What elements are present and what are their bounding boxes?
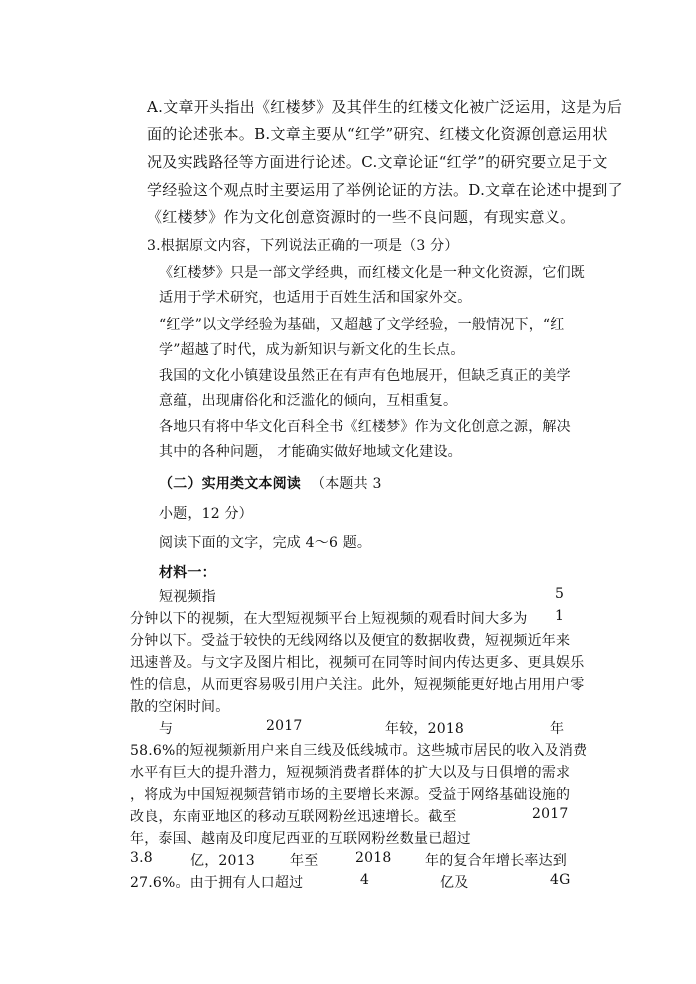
material-text-fragment: 4G — [550, 872, 571, 888]
material-text-line: 改良，东南亚地区的移动互联网粉丝迅速增长。截至 — [130, 809, 457, 825]
material-label: 材料一： — [159, 565, 216, 581]
material-text-line: ，将成为中国短视频营销市场的主要增长来源。受益于网络基础设施的 — [130, 787, 571, 803]
material-text-fragment: 27.6%。由于拥有人口超过 — [130, 875, 304, 891]
q3-option-line: 我国的文化小镇建设虽然正在有声有色地展开，但缺乏真正的美学 — [159, 368, 571, 384]
material-text-fragment: 2017 — [266, 718, 303, 734]
q3-option-line: “红学”以文学经验为基础，又超越了文学经验，一般情况下，“红 — [159, 317, 565, 333]
material-text-line: 58.6%的短视频新用户来自三线及低线城市。这些城市居民的收入及消费 — [130, 743, 588, 759]
section-heading-suffix: （本题共 3 — [311, 476, 382, 492]
material-text-line: 迅速普及。与文字及图片相比，视频可在同等时间内传达更多、更具娱乐 — [130, 655, 585, 671]
material-text-fragment: 年的复合年增长率达到 — [425, 853, 567, 869]
option-text-line: 《红楼梦》作为文化创意资源时的一些不良问题，有现实意义。 — [147, 208, 576, 226]
material-text-line: 水平有巨大的提升潜力，短视频消费者群体的扩大以及与日俱增的需求 — [130, 765, 571, 781]
material-text-line: 分钟以下。受益于较快的无线网络以及便宜的数据收费，短视频近年来 — [130, 633, 571, 649]
material-text-line: 性的信息，从而更容易吸引用户关注。此外，短视频能更好地占用用户零 — [130, 677, 585, 693]
option-text-line: 面的论述张本。B.文章主要从“红学”研究、红楼文化资源创意运用状 — [147, 125, 608, 143]
material-text-fragment: 4 — [360, 872, 370, 888]
material-text-fragment: 年 — [550, 721, 565, 737]
section-heading — [159, 473, 382, 493]
q3-option-line: 各地只有将中华文化百科全书《红楼梦》作为文化创意之源，解决 — [159, 419, 571, 435]
material-text-line: 散的空闲时间。 — [130, 699, 230, 715]
material-text-fragment: 2018 — [355, 850, 392, 866]
q3-option-line: 意蕴，出现庸俗化和泛滥化的倾向，互相重复。 — [159, 393, 458, 409]
material-text-line: 分钟以下的视频，在大型短视频平台上短视频的观看时间大多为 — [130, 611, 528, 627]
option-text-line: 况及实践路径等方面进行论述。C.文章论证“红学”的研究要立足于文 — [147, 153, 608, 171]
section-heading-title: （二）实用类文本阅读 — [159, 476, 301, 492]
q3-option-line: 其中的各种问题， 才能确实做好地域文化建设。 — [159, 444, 462, 460]
section-heading-line2: 小题，12 分） — [159, 506, 253, 522]
option-text-line: A.文章开头指出《红楼梦》及其伴生的红楼文化被广泛运用，这是为后 — [147, 98, 623, 116]
material-text-fragment: 1 — [555, 608, 565, 624]
q3-option-line: 适用于学术研究，也适用于百姓生活和国家外交。 — [159, 290, 472, 306]
material-text-fragment: 5 — [555, 586, 565, 602]
question-3-stem: 3.根据原文内容，下列说法正确的一项是（3 分） — [147, 238, 459, 254]
material-text-fragment: 与 — [159, 721, 174, 737]
instruction-text: 阅读下面的文字，完成 4～6 题。 — [159, 535, 372, 551]
material-text-fragment: 2017 — [532, 806, 569, 822]
material-text-fragment: 亿，2013 — [190, 853, 255, 869]
material-text-fragment: 年至 — [290, 853, 319, 869]
material-text-fragment: 年较，2018 — [385, 721, 465, 737]
q3-option-line: 学”超越了时代，成为新知识与新文化的生长点。 — [159, 342, 465, 358]
q3-option-line: 《红楼梦》只是一部文学经典，而红楼文化是一种文化资源，它们既 — [159, 265, 585, 281]
material-text-fragment: 亿及 — [440, 875, 469, 891]
material-text-line: 短视频指 — [159, 589, 216, 605]
option-text-line: 学经验这个观点时主要运用了举例论证的方法。D.文章在论述中提到了 — [147, 181, 623, 199]
material-text-fragment: 3.8 — [130, 850, 153, 866]
material-text-line: 年，泰国、越南及印度尼西亚的互联网粉丝数量已超过 — [130, 831, 471, 847]
